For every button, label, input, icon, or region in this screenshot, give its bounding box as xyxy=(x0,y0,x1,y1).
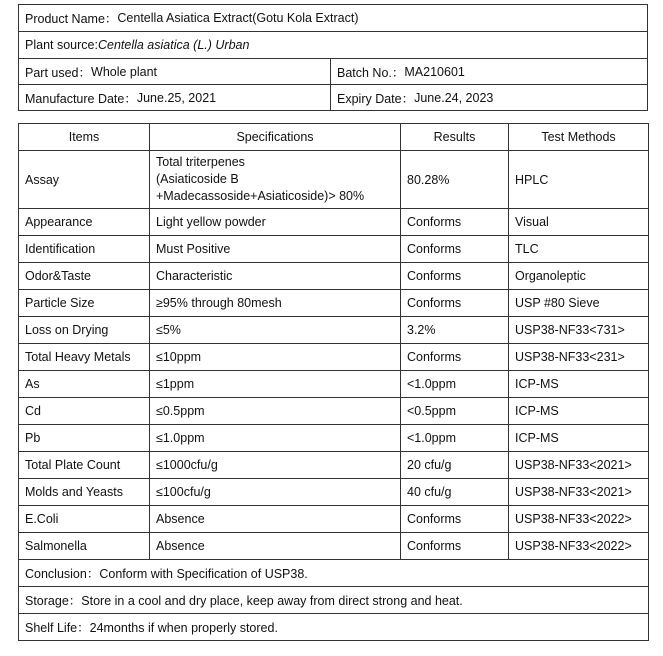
dates-row xyxy=(19,85,647,110)
method-cell: USP38-NF33<231> xyxy=(509,344,649,371)
spec-line: Total triterpenes xyxy=(156,155,245,169)
table-row xyxy=(19,425,649,452)
table-row xyxy=(19,236,649,263)
result-cell: 80.28% xyxy=(401,151,509,209)
product-name-value: Centella Asiatica Extract(Gotu Kola Extract) xyxy=(117,11,359,25)
spec-cell: ≥95% through 80mesh xyxy=(150,290,401,317)
result-cell: Conforms xyxy=(401,263,509,290)
table-row xyxy=(19,452,649,479)
shelf-life-text: Shelf Life：24months if when properly stored. xyxy=(19,614,649,641)
table-row xyxy=(19,344,649,371)
spec-cell: Must Positive xyxy=(150,236,401,263)
manufacture-value: June.25, 2021 xyxy=(136,90,217,105)
method-cell: Visual xyxy=(509,209,649,236)
column-header-specifications: Specifications xyxy=(150,124,401,151)
result-cell: Conforms xyxy=(401,344,509,371)
item-cell: Total Plate Count xyxy=(19,452,150,479)
plant-source-row xyxy=(19,32,647,59)
result-cell: 3.2% xyxy=(401,317,509,344)
table-header-row xyxy=(19,124,649,151)
table-row xyxy=(19,479,649,506)
item-cell: E.Coli xyxy=(19,506,150,533)
spec-cell: ≤100cfu/g xyxy=(150,479,401,506)
item-cell: As xyxy=(19,371,150,398)
spec-cell: ≤1ppm xyxy=(150,371,401,398)
method-cell: USP38-NF33<2022> xyxy=(509,533,649,560)
method-cell: USP38-NF33<731> xyxy=(509,317,649,344)
table-row xyxy=(19,151,649,209)
storage-text: Storage：Store in a cool and dry place, keep away from direct strong and heat. xyxy=(19,587,649,614)
method-cell: TLC xyxy=(509,236,649,263)
spec-cell: ≤1000cfu/g xyxy=(150,452,401,479)
spec-cell: Absence xyxy=(150,506,401,533)
plant-source-author: Urban xyxy=(211,38,250,52)
method-cell: ICP-MS xyxy=(509,425,649,452)
table-row xyxy=(19,398,649,425)
item-cell: Salmonella xyxy=(19,533,150,560)
shelf-life-row xyxy=(19,614,649,641)
result-cell: Conforms xyxy=(401,506,509,533)
product-info-box xyxy=(18,4,648,111)
table-row xyxy=(19,506,649,533)
result-cell: Conforms xyxy=(401,236,509,263)
spec-cell: ≤10ppm xyxy=(150,344,401,371)
spec-cell xyxy=(150,151,401,209)
manufacture-label: Manufacture Date： xyxy=(25,91,137,106)
item-cell: Cd xyxy=(19,398,150,425)
spec-table-wrapper xyxy=(18,123,649,641)
spec-table xyxy=(18,123,649,641)
spec-cell: Characteristic xyxy=(150,263,401,290)
result-cell: 20 cfu/g xyxy=(401,452,509,479)
product-name-label: Product Name： xyxy=(25,12,118,26)
method-cell: HPLC xyxy=(509,151,649,209)
table-row xyxy=(19,290,649,317)
method-cell: USP38-NF33<2021> xyxy=(509,452,649,479)
product-name-row xyxy=(19,5,647,32)
table-row xyxy=(19,317,649,344)
column-header-test-methods: Test Methods xyxy=(509,124,649,151)
part-batch-row xyxy=(19,59,647,85)
table-row xyxy=(19,209,649,236)
batch-value: MA210601 xyxy=(404,64,465,79)
table-row xyxy=(19,263,649,290)
batch-label: Batch No.： xyxy=(337,65,405,80)
item-cell: Odor&Taste xyxy=(19,263,150,290)
expiry-value: June.24, 2023 xyxy=(414,90,494,105)
spec-cell: ≤0.5ppm xyxy=(150,398,401,425)
result-cell: Conforms xyxy=(401,533,509,560)
result-cell: <1.0ppm xyxy=(401,371,509,398)
spec-line: (Asiaticoside B xyxy=(156,172,239,186)
column-header-items: Items xyxy=(19,124,150,151)
table-row xyxy=(19,533,649,560)
method-cell: USP38-NF33<2022> xyxy=(509,506,649,533)
conclusion-text: Conclusion：Conform with Specification of USP38. xyxy=(19,560,649,587)
plant-source-label: Plant source: xyxy=(25,38,98,52)
item-cell: Loss on Drying xyxy=(19,317,150,344)
method-cell: USP38-NF33<2021> xyxy=(509,479,649,506)
conclusion-row xyxy=(19,560,649,587)
expiry-label: Expiry Date： xyxy=(337,91,415,106)
part-used-value: Whole plant xyxy=(91,64,158,79)
storage-row xyxy=(19,587,649,614)
spec-cell: Absence xyxy=(150,533,401,560)
result-cell: <0.5ppm xyxy=(401,398,509,425)
part-used-label: Part used： xyxy=(25,65,92,80)
item-cell: Identification xyxy=(19,236,150,263)
result-cell: Conforms xyxy=(401,209,509,236)
item-cell: Particle Size xyxy=(19,290,150,317)
result-cell: 40 cfu/g xyxy=(401,479,509,506)
table-row xyxy=(19,371,649,398)
item-cell: Assay xyxy=(19,151,150,209)
result-cell: <1.0ppm xyxy=(401,425,509,452)
item-cell: Appearance xyxy=(19,209,150,236)
item-cell: Molds and Yeasts xyxy=(19,479,150,506)
column-header-results: Results xyxy=(401,124,509,151)
method-cell: ICP-MS xyxy=(509,371,649,398)
method-cell: ICP-MS xyxy=(509,398,649,425)
spec-cell: ≤1.0ppm xyxy=(150,425,401,452)
plant-source-species: Centella asiatica (L.) xyxy=(97,38,212,52)
result-cell: Conforms xyxy=(401,290,509,317)
item-cell: Pb xyxy=(19,425,150,452)
spec-cell: Light yellow powder xyxy=(150,209,401,236)
item-cell: Total Heavy Metals xyxy=(19,344,150,371)
spec-line: +Madecassoside+Asiaticoside)> 80% xyxy=(156,189,365,203)
spec-cell: ≤5% xyxy=(150,317,401,344)
method-cell: Organoleptic xyxy=(509,263,649,290)
method-cell: USP #80 Sieve xyxy=(509,290,649,317)
